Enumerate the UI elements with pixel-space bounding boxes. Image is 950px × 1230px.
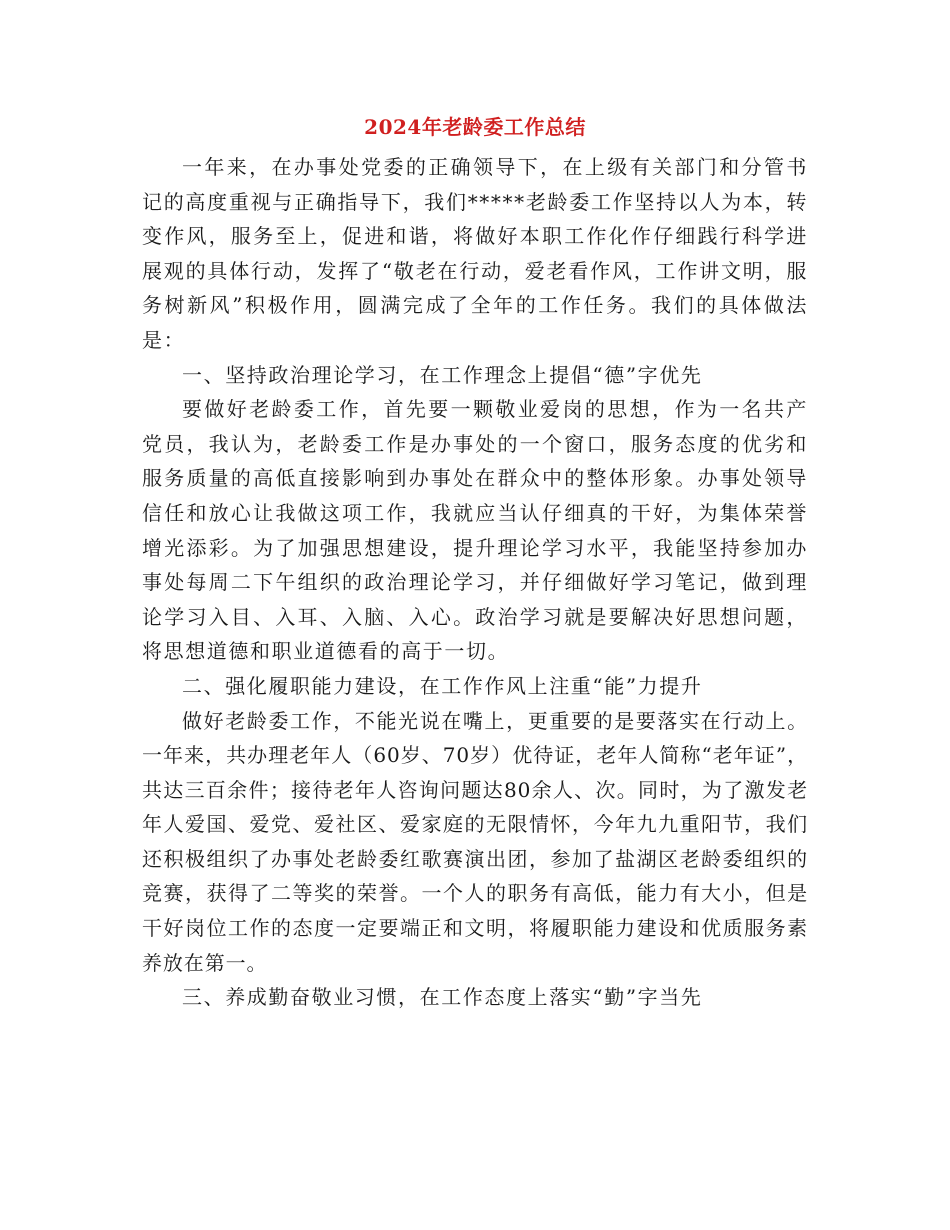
section-heading-3: 三、养成勤奋敬业习惯，在工作态度上落实“勤”字当先 xyxy=(182,985,703,1010)
section-heading-2: 二、强化履职能力建设，在工作作风上注重“能”力提升 xyxy=(182,673,703,698)
section-body-2: 做好老龄委工作，不能光说在嘴上，更重要的是要落实在行动上。一年来，共办理老年人（60岁、70岁）优待证，老年人简称“老年证”，共达三百余件；接待老年人咨询问题达80余人、次。同时，为了激发老年人爱国、爱党、爱社区、爱家庭的无限情怀，今年九九重阳节，我们还积极组织了办事处老龄委红歌赛演出团，参加了盐湖区老龄委组织的竞赛，获得了二等奖的荣誉。一个人的职务有高低，能力有大小，但是干好岗位工作的态度一定要端正和文明，将履职能力建设和优质服务素养放在第一。 xyxy=(142,708,808,975)
section-heading-1: 一、坚持政治理论学习，在工作理念上提倡“德”字优先 xyxy=(182,362,703,387)
intro-paragraph: 一年来，在办事处党委的正确领导下，在上级有关部门和分管书记的高度重视与正确指导下，我们*****老龄委工作坚持以人为本，转变作风，服务至上，促进和谐，将做好本职工作化作仔细践行科学进展观的具体行动，发挥了“敬老在行动，爱老看作风，工作讲文明，服务树新风”积极作用，圆满完成了全年的工作任务。我们的具体做法是： xyxy=(142,155,808,352)
section-body-1: 要做好老龄委工作，首先要一颗敬业爱岗的思想，作为一名共产党员，我认为，老龄委工作是办事处的一个窗口，服务态度的优劣和服务质量的高低直接影响到办事处在群众中的整体形象。办事处领导信任和放心让我做这项工作，我就应当认仔细真的干好，为集体荣誉增光添彩。为了加强思想建设，提升理论学习水平，我能坚持参加办事处每周二下午组织的政治理论学习，并仔细做好学习笔记，做到理论学习入目、入耳、入脑、入心。政治学习就是要解决好思想问题，将思想道德和职业道德看的高于一切。 xyxy=(142,397,808,664)
document-title: 2024年老龄委工作总结 xyxy=(364,115,586,139)
document-page xyxy=(142,110,808,1015)
